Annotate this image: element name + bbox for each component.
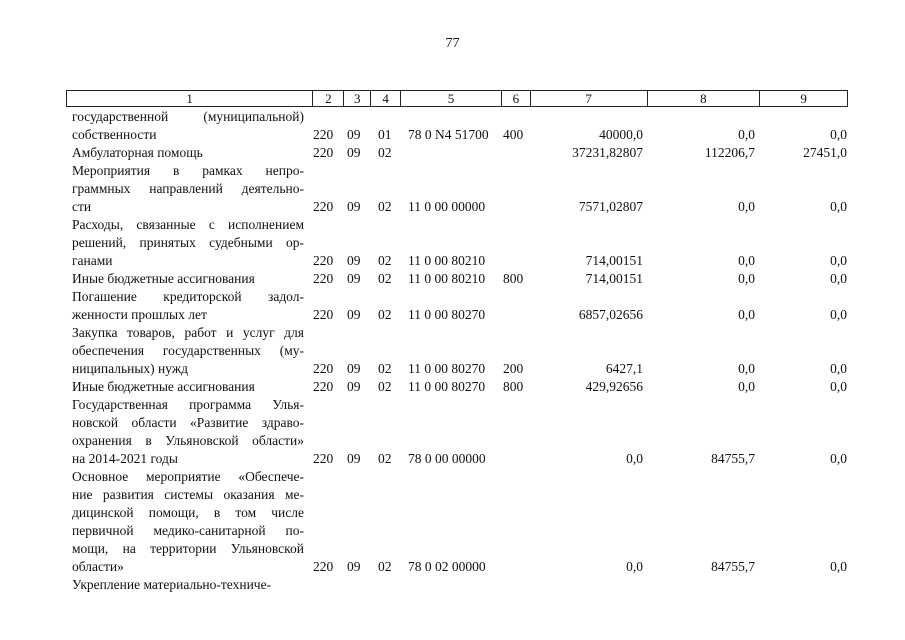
row-description-line: женности прошлых лет	[72, 307, 207, 322]
cell-c7: 0,0	[626, 451, 643, 466]
cell-c3: 09	[347, 307, 361, 322]
cell-c6: 800	[503, 271, 524, 286]
cell-c7: 714,00151	[585, 253, 643, 268]
cell-c8: 0,0	[738, 253, 755, 268]
cell-c8: 84755,7	[711, 451, 755, 466]
cell-c3: 09	[347, 361, 361, 376]
row-description-line: новской области «Развитие здраво-	[72, 415, 304, 430]
page-number: 77	[445, 36, 460, 51]
row-description	[72, 216, 304, 270]
cell-c8: 0,0	[738, 127, 755, 142]
table-row	[0, 216, 905, 270]
cell-c3: 09	[347, 559, 361, 574]
cell-c6: 800	[503, 379, 524, 394]
row-description-line: охранения в Ульяновской области»	[72, 433, 304, 448]
cell-c4: 02	[378, 559, 392, 574]
cell-c9: 0,0	[830, 451, 847, 466]
cell-c2: 220	[313, 559, 334, 574]
table-row	[0, 378, 905, 396]
cell-c9: 0,0	[830, 379, 847, 394]
column-header-2: 2	[312, 91, 343, 106]
column-header-1: 1	[186, 91, 193, 106]
cell-c2: 220	[313, 307, 334, 322]
cell-c3: 09	[347, 199, 361, 214]
column-header-9: 9	[759, 91, 847, 106]
cell-c9: 0,0	[830, 127, 847, 142]
table-row	[0, 396, 905, 468]
row-description-line: граммных направлений деятельно-	[72, 181, 304, 196]
cell-c7: 0,0	[626, 559, 643, 574]
row-description	[72, 378, 304, 396]
cell-c4: 02	[378, 271, 392, 286]
cell-c9: 0,0	[830, 559, 847, 574]
table-row	[0, 576, 905, 594]
row-description-line: дицинской помощи, в том числе	[72, 505, 304, 520]
table-row	[0, 324, 905, 378]
row-description-line: собственности	[72, 127, 157, 142]
cell-c8: 84755,7	[711, 559, 755, 574]
cell-c4: 02	[378, 307, 392, 322]
cell-c5: 11 0 00 80210	[408, 253, 486, 268]
cell-c5: 78 0 N4 51700	[408, 127, 489, 142]
cell-c4: 01	[378, 127, 392, 142]
row-description	[72, 576, 304, 594]
cell-c2: 220	[313, 379, 334, 394]
row-description	[72, 144, 304, 162]
cell-c3: 09	[347, 451, 361, 466]
table-row	[0, 288, 905, 324]
cell-c3: 09	[347, 145, 361, 160]
column-header-7: 7	[530, 91, 647, 106]
cell-c7: 429,92656	[585, 379, 643, 394]
cell-c2: 220	[313, 145, 334, 160]
column-header-3: 3	[343, 91, 370, 106]
cell-c7: 37231,82807	[572, 145, 643, 160]
row-description-line: Государственная программа Улья-	[72, 397, 304, 412]
row-description-line: мощи, на территории Ульяновской	[72, 541, 304, 556]
column-header-6: 6	[501, 91, 530, 106]
cell-c8: 0,0	[738, 199, 755, 214]
cell-c7: 6427,1	[605, 361, 643, 376]
column-header-4: 4	[370, 91, 400, 106]
cell-c3: 09	[347, 127, 361, 142]
cell-c4: 02	[378, 379, 392, 394]
row-description-line: обеспечения государственных (му-	[72, 343, 304, 358]
cell-c4: 02	[378, 253, 392, 268]
row-description-line: первичной медико-санитарной по-	[72, 523, 304, 538]
cell-c4: 02	[378, 199, 392, 214]
table-row	[0, 270, 905, 288]
table-row	[0, 162, 905, 216]
cell-c7: 40000,0	[599, 127, 643, 142]
row-description-line: ниципальных) нужд	[72, 361, 189, 376]
cell-c8: 0,0	[738, 307, 755, 322]
cell-c9: 0,0	[830, 361, 847, 376]
row-description	[72, 468, 304, 576]
cell-c2: 220	[313, 253, 334, 268]
row-description-line: Расходы, связанные с исполнением	[72, 217, 304, 232]
row-description	[72, 108, 304, 144]
cell-c2: 220	[313, 271, 334, 286]
table-body	[0, 108, 905, 594]
cell-c2: 220	[313, 199, 334, 214]
row-description-line: решений, принятых судебными ор-	[72, 235, 304, 250]
cell-c5: 11 0 00 80270	[408, 307, 486, 322]
cell-c5: 78 0 00 00000	[408, 451, 486, 466]
cell-c2: 220	[313, 451, 334, 466]
cell-c5: 11 0 00 80270	[408, 379, 486, 394]
cell-c7: 714,00151	[585, 271, 643, 286]
cell-c4: 02	[378, 451, 392, 466]
cell-c8: 112206,7	[704, 145, 755, 160]
cell-c5: 11 0 00 80270	[408, 361, 486, 376]
row-description-line: Мероприятия в рамках непро-	[72, 163, 304, 178]
cell-c2: 220	[313, 361, 334, 376]
cell-c4: 02	[378, 361, 392, 376]
row-description-line: на 2014-2021 годы	[72, 451, 178, 466]
cell-c6: 200	[503, 361, 524, 376]
cell-c9: 0,0	[830, 307, 847, 322]
cell-c4: 02	[378, 145, 392, 160]
row-description	[72, 288, 304, 324]
row-description-line: ние развития системы оказания ме-	[72, 487, 304, 502]
row-description	[72, 396, 304, 468]
row-description-line: ганами	[72, 253, 113, 268]
table-row	[0, 108, 905, 144]
cell-c5: 11 0 00 00000	[408, 199, 486, 214]
cell-c3: 09	[347, 253, 361, 268]
row-description-line: Амбулаторная помощь	[72, 145, 203, 160]
cell-c8: 0,0	[738, 271, 755, 286]
cell-c7: 7571,02807	[578, 199, 643, 214]
cell-c2: 220	[313, 127, 334, 142]
row-description-line: Закупка товаров, работ и услуг для	[72, 325, 304, 340]
row-description-line: Укрепление материально-техниче-	[72, 577, 272, 592]
row-description-line: Иные бюджетные ассигнования	[72, 271, 255, 286]
cell-c3: 09	[347, 379, 361, 394]
table-row	[0, 144, 905, 162]
row-description-line: Погашение кредиторской задол-	[72, 289, 304, 304]
cell-c8: 0,0	[738, 379, 755, 394]
cell-c5: 11 0 00 80210	[408, 271, 486, 286]
table-header	[66, 90, 848, 107]
row-description	[72, 324, 304, 378]
row-description	[72, 162, 304, 216]
row-description-line: государственной (муниципальной)	[72, 109, 304, 124]
cell-c6: 400	[503, 127, 524, 142]
cell-c3: 09	[347, 271, 361, 286]
cell-c9: 27451,0	[803, 145, 847, 160]
cell-c9: 0,0	[830, 271, 847, 286]
row-description-line: сти	[72, 199, 92, 214]
cell-c9: 0,0	[830, 199, 847, 214]
table-row	[0, 468, 905, 576]
cell-c5: 78 0 02 00000	[408, 559, 486, 574]
row-description-line: области»	[72, 559, 124, 574]
column-header-5: 5	[400, 91, 501, 106]
row-description-line: Основное мероприятие «Обеспече-	[72, 469, 304, 484]
column-header-8: 8	[647, 91, 760, 106]
cell-c7: 6857,02656	[578, 307, 643, 322]
row-description	[72, 270, 304, 288]
row-description-line: Иные бюджетные ассигнования	[72, 379, 255, 394]
cell-c8: 0,0	[738, 361, 755, 376]
cell-c9: 0,0	[830, 253, 847, 268]
